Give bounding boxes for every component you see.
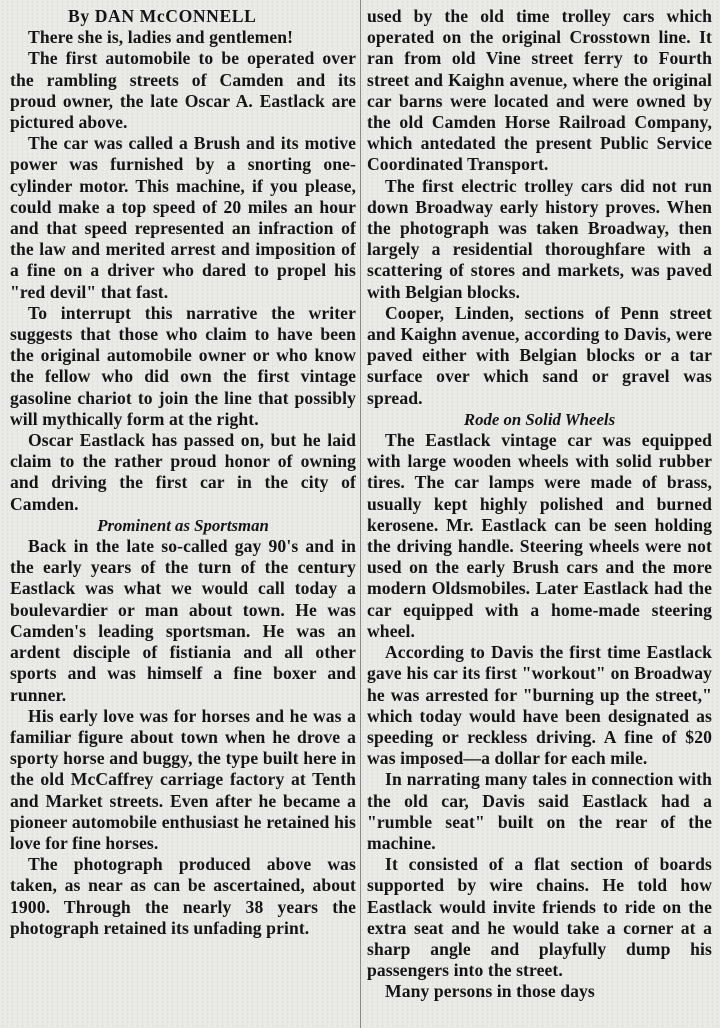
section-subhead: Prominent as Sportsman [97, 515, 269, 535]
right-column-body [367, 6, 712, 1003]
article-paragraph: The first electric trolley cars did not run down Broadway early history proves. When the photograph was taken Broadway, then largely a residential thoroughfare with a scattering of stores and markets, was paved with Belgian blocks. [367, 175, 712, 302]
article-paragraph: Back in the late so-called gay 90's and in the early years of the turn of the century Eastlack was what we would call today a boulevardier or man about town. He was Camden's leading sportsman. He was an ardent disciple of fistiania and all other sports and was himself a fine boxer and runner. [10, 536, 356, 705]
article-paragraph: According to Davis the first time Eastlack gave his car its first "workout" on Broadway he was arrested for "burning up the street," which today would have been designated as speeding or reckless driving. A fine of $20 was imposed—a dollar for each mile. [367, 642, 712, 769]
article-paragraph: The Eastlack vintage car was equipped with large wooden wheels with solid rubber tires. The car lamps were made of brass, usually kept highly polished and burned kerosene. Mr. Eastlack can be seen holding the driving handle. Steering wheels were not used on the early Brush cars and the more modern Oldsmobiles. Later Eastlack had the car equipped with a home-made steering wheel. [367, 430, 712, 641]
left-column-body [10, 27, 356, 939]
article-paragraph: Oscar Eastlack has passed on, but he laid claim to the rather proud honor of owning and driving the first car in the city of Camden. [10, 430, 356, 514]
article-paragraph: Many persons in those days [385, 981, 595, 1002]
article-paragraph: The first automobile to be operated over the rambling streets of Camden and its proud owner, the late Oscar A. Eastlack are pictured above. [10, 48, 356, 133]
article-paragraph: His early love was for horses and he was a familiar figure about town when he drove a sporty horse and buggy, the type built here in the old McCaffrey carriage factory at Tenth and Market streets. Even after he became a pioneer automobile enthusiast he retained his love for fine horses. [10, 705, 356, 853]
left-column [10, 6, 356, 1028]
section-subhead: Rode on Solid Wheels [463, 409, 616, 429]
article-paragraph: There she is, ladies and gentlemen! [28, 27, 294, 48]
article-paragraph: In narrating many tales in connection with the old car, Davis said Eastlack had a "rumble seat" built on the rear of the machine. [367, 769, 712, 853]
article-paragraph: It consisted of a flat section of boards supported by wire chains. He told how Eastlack would invite friends to ride on the extra seat and he would take a corner at a sharp angle and playfully dump his passengers into the street. [367, 854, 712, 981]
right-column [367, 6, 712, 1028]
article-paragraph: The car was called a Brush and its motive power was furnished by a snorting one-cylinder motor. This machine, if you please, could make a top speed of 20 miles an hour and that speed represented an infraction of the law and merited arrest and imposition of a fine on a driver who dared to propel his "red devil" that fast. [10, 133, 356, 302]
byline: By DAN McCONNELL [68, 6, 257, 26]
column-divider [360, 0, 361, 1028]
article-paragraph: used by the old time trolley cars which operated on the original Crosstown line. It ran from old Vine street ferry to Fourth street and Kaighn avenue, where the original car barns were located and were owned by the old Camden Horse Railroad Company, which antedated the present Public Service Coordinated Transport. [367, 6, 712, 175]
article-paragraph: Cooper, Linden, sections of Penn street and Kaighn avenue, according to Davis, were paved either with Belgian blocks or a tar surface over which sand or gravel was spread. [367, 302, 712, 408]
article-paragraph: To interrupt this narrative the writer suggests that those who claim to have been the original automobile owner or who know the fellow who did own the first vintage gasoline chariot to join the line that possibly will mythically form at the right. [10, 302, 356, 429]
article-paragraph: The photograph produced above was taken, as near as can be ascertained, about 1900. Through the nearly 38 years the photograph retained its unfading print. [10, 854, 356, 938]
